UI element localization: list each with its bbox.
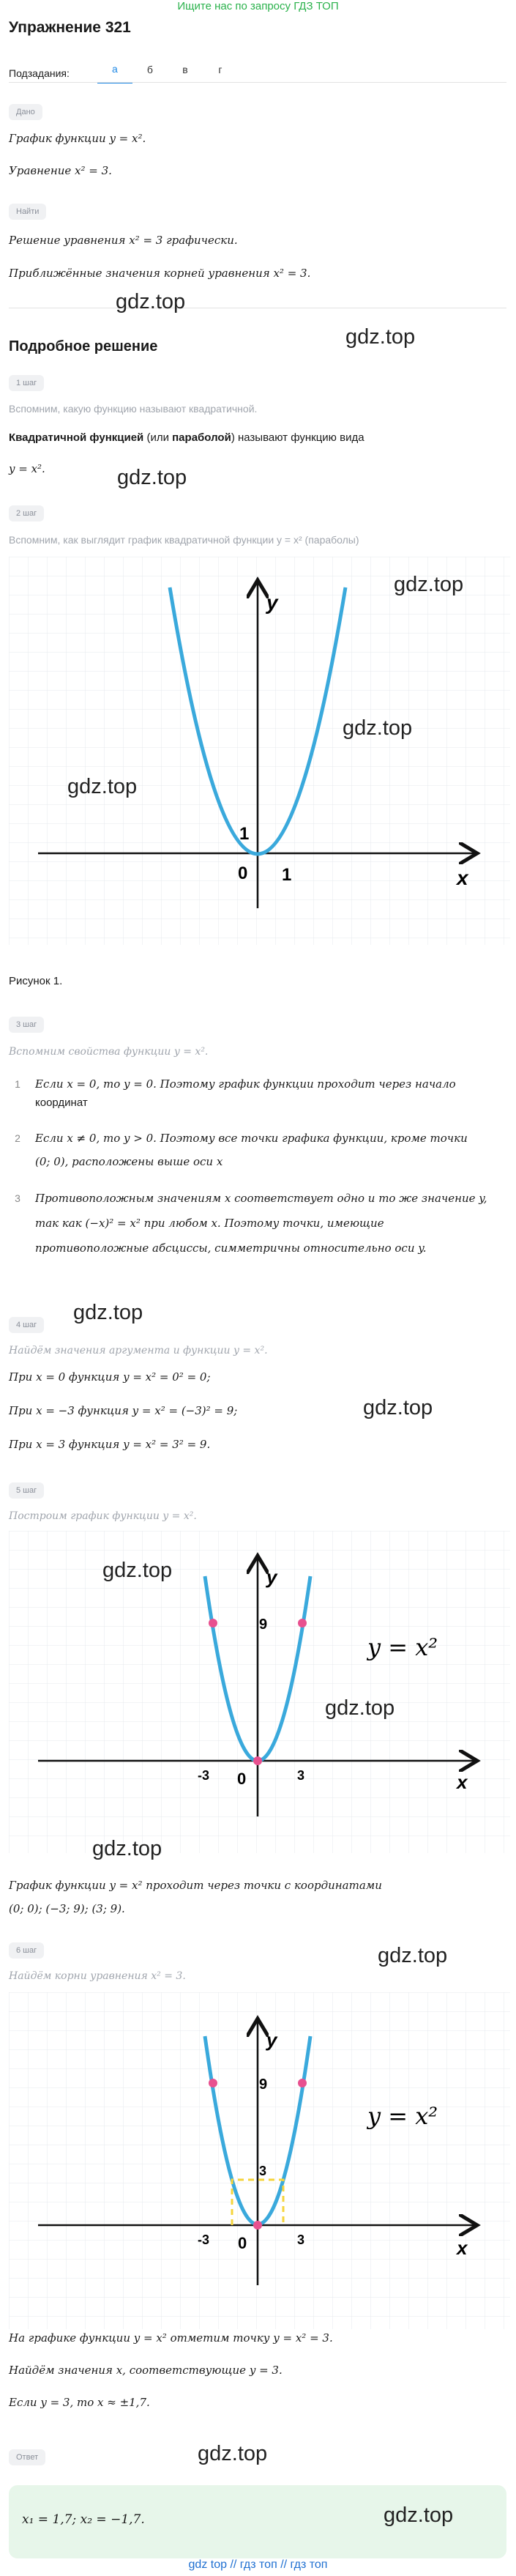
list-number: 3 xyxy=(15,1192,20,1204)
grid xyxy=(9,1992,510,2329)
step1-chip: 1 шаг xyxy=(9,375,44,391)
step6-line-3: Если y = 3, то x ≈ ±1,7. xyxy=(9,2396,150,2409)
step1-definition xyxy=(9,431,364,445)
tick-pos3: 3 xyxy=(297,2232,305,2247)
parabola-graph-1 xyxy=(9,557,510,945)
point-3-9 xyxy=(298,2079,307,2087)
step6-intro: Найдём корни уравнения x² = 3. xyxy=(9,1970,186,1982)
x-axis-label: x xyxy=(457,866,468,889)
find-line-2: Приближённые значения корней уравнения x² = 3. xyxy=(9,267,311,280)
point-origin xyxy=(253,2221,262,2230)
solution-title: Подробное решение xyxy=(9,338,158,355)
list-number: 2 xyxy=(15,1132,20,1144)
watermark: gdz.top xyxy=(325,1696,395,1720)
step6-chip: 6 шаг xyxy=(9,1942,44,1959)
watermark: gdz.top xyxy=(378,1944,448,1967)
tick-y-1: 1 xyxy=(239,824,250,844)
point-origin xyxy=(253,1756,262,1765)
footer-links[interactable]: gdz top // гдз топ // гдз топ xyxy=(188,2558,328,2571)
given-chip: Дано xyxy=(9,104,42,120)
watermark: gdz.top xyxy=(117,466,187,489)
watermark: gdz.top xyxy=(384,2503,454,2527)
tab-a[interactable]: а xyxy=(97,63,132,83)
def-mid: (или xyxy=(143,431,173,444)
calc-line-2: При x = −3 функция y = x² = (−3)² = 9; xyxy=(9,1404,238,1417)
tick-x-1: 1 xyxy=(282,865,292,885)
function-label: y = x² xyxy=(367,1633,438,1661)
origin-label: 0 xyxy=(238,2234,247,2252)
step5-line-2: (0; 0); (−3; 9); (3; 9). xyxy=(9,1902,125,1915)
calc-line-3: При x = 3 функция y = x² = 3² = 9. xyxy=(9,1438,211,1451)
property-2-line-2: (0; 0), расположены выше оси x xyxy=(35,1155,223,1168)
tick-neg3: -3 xyxy=(198,1768,210,1783)
step2-intro: Вспомним, как выглядит график квадратичной функции y = x² (параболы) xyxy=(9,534,359,546)
subtasks-label: Подзадания: xyxy=(9,67,70,79)
list-number: 1 xyxy=(15,1078,20,1090)
tick-neg3: -3 xyxy=(198,2232,210,2247)
y-axis-label: y xyxy=(266,2029,277,2051)
property-1-line-2: координат xyxy=(35,1096,88,1109)
tick-pos3: 3 xyxy=(297,1768,305,1783)
def-term-2: параболой xyxy=(172,431,231,444)
parabola-graph-2 xyxy=(9,1531,510,1853)
find-chip: Найти xyxy=(9,204,46,220)
tab-b[interactable]: б xyxy=(146,64,153,75)
divider xyxy=(9,82,506,83)
step4-intro: Найдём значения аргумента и функции y = x². xyxy=(9,1345,268,1356)
grid xyxy=(9,1531,510,1853)
answer-text: x₁ = 1,7; x₂ = −1,7. xyxy=(22,2512,145,2527)
def-end: ) называют функцию вида xyxy=(231,431,364,444)
tab-v[interactable]: в xyxy=(182,64,188,75)
watermark: gdz.top xyxy=(92,1837,162,1860)
grid xyxy=(9,557,510,945)
point-3-9 xyxy=(298,1619,307,1627)
step1-intro: Вспомним, какую функцию называют квадратичной. xyxy=(9,403,258,415)
property-3-line-1: Противоположным значениям x соответствует одно и то же значение y, xyxy=(35,1192,487,1205)
parabola-graph-3 xyxy=(9,1992,510,2329)
step6-line-2: Найдём значения x, соответствующие y = 3. xyxy=(9,2364,283,2377)
step5-line-1: График функции y = x² проходит через точки с координатами xyxy=(9,1879,382,1892)
function-label: y = x² xyxy=(367,2102,438,2130)
watermark: gdz.top xyxy=(343,716,413,740)
watermark: gdz.top xyxy=(67,775,138,798)
calc-line-1: При x = 0 функция y = x² = 0² = 0; xyxy=(9,1370,211,1384)
find-line-1: Решение уравнения x² = 3 графически. xyxy=(9,234,238,247)
property-2-line-1: Если x ≠ 0, то y > 0. Поэтому все точки графика функции, кроме точки xyxy=(35,1132,468,1145)
step3-chip: 3 шаг xyxy=(9,1017,44,1033)
watermark: gdz.top xyxy=(116,290,186,313)
answer-chip: Ответ xyxy=(9,2449,45,2465)
page-title: Упражнение 321 xyxy=(9,19,131,36)
def-term-1: Квадратичной функцией xyxy=(9,431,144,444)
point-neg3-9 xyxy=(209,1619,217,1627)
tick-9: 9 xyxy=(259,2076,268,2093)
origin-label: 0 xyxy=(238,864,248,883)
step6-line-1: На графике функции y = x² отметим точку y = x² = 3. xyxy=(9,2331,333,2345)
watermark: gdz.top xyxy=(73,1301,143,1324)
property-3-line-2: так как (−x)² = x² при любом x. Поэтому точки, имеющие xyxy=(35,1217,384,1230)
tick-9: 9 xyxy=(259,1617,268,1633)
x-axis-label: x xyxy=(457,2237,468,2259)
step5-chip: 5 шаг xyxy=(9,1482,44,1499)
step3-intro: Вспомним свойства функции y = x². xyxy=(9,1046,209,1058)
watermark: gdz.top xyxy=(363,1396,433,1419)
y-axis-label: y xyxy=(266,591,278,614)
tick-3: 3 xyxy=(259,2164,267,2178)
given-line-2: Уравнение x² = 3. xyxy=(9,164,112,177)
watermark: gdz.top xyxy=(394,573,464,596)
watermark: gdz.top xyxy=(345,325,416,349)
watermark: gdz.top xyxy=(198,2442,268,2465)
point-neg3-9 xyxy=(209,2079,217,2087)
step2-chip: 2 шаг xyxy=(9,505,44,521)
subtasks-bar xyxy=(9,63,238,83)
figure-caption: Рисунок 1. xyxy=(9,975,63,987)
top-banner[interactable]: Ищите нас по запросу ГДЗ ТОП xyxy=(177,0,339,12)
x-axis-label: x xyxy=(457,1771,468,1793)
given-line-1: График функции y = x². xyxy=(9,132,146,145)
step4-chip: 4 шаг xyxy=(9,1317,44,1333)
watermark: gdz.top xyxy=(102,1559,173,1582)
property-3-line-3: противоположные абсциссы, симметричны относительно оси y. xyxy=(35,1241,427,1255)
y-axis-label: y xyxy=(266,1566,277,1588)
origin-label: 0 xyxy=(237,1770,247,1788)
tab-g[interactable]: г xyxy=(218,64,223,75)
property-1-line-1: Если x = 0, то y = 0. Поэтому график функции проходит через начало xyxy=(35,1077,456,1091)
step1-formula: y = x². xyxy=(9,462,45,475)
step5-intro: Построим график функции y = x². xyxy=(9,1510,197,1522)
